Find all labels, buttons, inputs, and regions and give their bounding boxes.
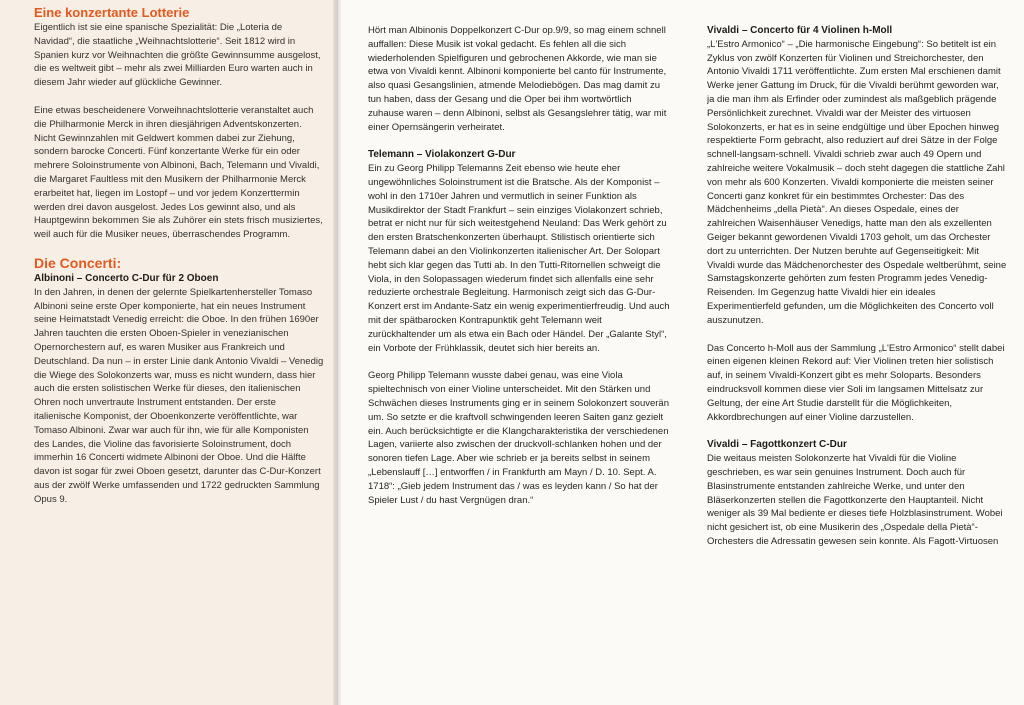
- vivaldi-violins-paragraph-2: Das Concerto h-Moll aus der Sammlung „L'Estro Armonico“ stellt dabei einen eigenen kleinen Rekord auf: Vier Violinen treten hier solistisch auf, in seinem Vivaldi-Konzert gibt es mehr Soloparts. Besonders eindrucksvoll kommen diese vier Soli im langsamen Mittelsatz zur Geltung, der eine Art Studie darstellt für die Möglichkeiten, Akkordbrechungen auf einer Violine darzustellen.: [707, 342, 1005, 423]
- right-page: [338, 0, 1024, 705]
- lottery-paragraph-2: Eine etwas bescheidenere Vorweihnachtslotterie veranstaltet auch die Philharmonie Merck in ihren diesjährigen Adventskonzerten. Nicht Gewinnzahlen mit Geldwert kommen dabei zur Ziehung, sondern barocke Concerti. Fünf konzertante Werke für ein oder mehrere Soloinstrumente von Albinoni, Bach, Telemann und Vivaldi, die Margaret Faultless mit den Musikern der Philharmonie Merck erarbeitet hat, liegen im Lostopf – und vor jedem Konzerttermin werden drei davon ausgelost. Jedes Los gewinnt also, und als Hauptgewinn bekommen Sie als Zuhörer ein stets frisch musiziertes, weil auch für die Musiker neues, überraschendes Programm.: [34, 104, 323, 241]
- spacer: [34, 242, 324, 254]
- telemann-paragraph-2: Georg Philipp Telemann wusste dabei genau, was eine Viola spieltechnisch von einer Violine unterscheidet. Mit den Stärken und Schwächen dieses Instruments ging er in seinem Solokonzert souverän um. So setzte er die kraftvoll schwingenden leeren Saiten ganz gezielt ein. Auch berücksichtigte er die Klangcharakteristika der verschiedenen Lagen, variierte also zwischen der druckvoll-schlanken hohen und der sonoren tiefen Lage. Aber wie schrieb er ja bereits selbst in seinem „Lebenslauff […] entworffen / in Frankfurth am Mayn / D. 10. Sept. A. 1718“: „Gieb jedem Instrument das / was es leyden kann / So hat der Spieler Lust / du hast Vergnügen dran.“: [368, 370, 669, 506]
- right-column: [707, 24, 1007, 549]
- spacer: [707, 328, 1007, 342]
- telemann-title: Telemann – Violakonzert G-Dur: [368, 149, 516, 161]
- spacer: [707, 424, 1007, 438]
- left-page: [0, 0, 338, 705]
- spacer: [368, 355, 670, 369]
- vivaldi-violins-paragraph-1: „L'Estro Armonico“ – „Die harmonische Eingebung“: So betitelt ist ein Zyklus von zwölf Konzerten für Violinen und Streichorchester, den Antonio Vivaldi 1711 veröffentlichte. Zum ersten Mal erschienen damit Werke jener Gattung im Druck, für die Vivaldi berühmt geworden war, ja die man ihm als Erfinder oder zumindest als maßgeblich prägende Persönlichkeit zurechnet. Vivaldi war der Meister des virtuosen Solokonzerts, er hat es in seine endgültige und über Epochen hinweg respektierte Form gebracht, also reduziert auf drei Sätze in der Folge schnell-langsam-schnell. Vivaldi schrieb zwar auch 49 Opern und zahlreiche weitere Vokalmusik – doch steht dagegen die stattliche Zahl von mehr als 600 Konzerten. Vivaldi komponierte die meisten seiner Concerti ganz konkret für ein bestimmtes Orchester: Das des Mädchenheims „della Pietà“. An dieses Ospedale, eines der zahlreichen Waisenhäuser Venedigs, hatte man den als exzellenten Geiger bekannt gewordenen Vivaldi 1703 geholt, um das Orchester dort zu unterrichten. Der Nutzen beruhte auf Gegenseitigkeit: Mit Vivaldi wurde das Mädchenorchester des Ospedale weltberühmt, seine Samstagskonzerte gehörten zum festen Programm jedes Venedig-Reisenden. Im Gegenzug hatte Vivaldi hier ein ideales Experimentierfeld gefunden, um die Möglichkeiten des Concerto voll auszunutzen.: [707, 38, 1007, 326]
- vivaldi-bassoon-title: Vivaldi – Fagottkonzert C-Dur: [707, 439, 847, 451]
- albinoni-paragraph: In den Jahren, in denen der gelernte Spielkartenhersteller Tomaso Albinoni seine erste Oper komponierte, hat ein neues Instrument seine Heimatstadt Venedig erreicht: die Oboe. In den frühen 1690er Jahren tauchten die ersten Oboen-Spieler in venezianischen Opernorchestern auf, es waren Musiker aus Frankreich und Deutschland. Da nun – in erster Linie dank Antonio Vivaldi – Venedig die Wiege des Solokonzerts war, muss es nicht wundern, dass hier auch die ersten solistischen Werke für dieses, den italienischen Ohren noch unvertraute Instrument entstanden. Der erste italienische Komponist, der Oboenkonzerte veröffentlichte, war Tomaso Albinoni. Zwar war auch für ihn, wie für alle Komponisten des Landes, die Violine das favorisierte Soloinstrument, doch immerhin 16 Concerti widmete Albinoni der Oboe. Und die Hälfte davon ist sogar für zwei Oboen gesetzt, darunter das C-Dur-Konzert aus der zwölf Werke umfassenden und 1722 gedruckten Sammlung Opus 9.: [34, 286, 324, 505]
- telemann-paragraph-1: Ein zu Georg Philipp Telemanns Zeit ebenso wie heute eher ungewöhnliches Soloinstrument ist die Bratsche. Als der Komponist – wohl in den 1710er Jahren und vermutlich in seiner Funktion als Musikdirektor der Stadt Frankfurt – sein einziges Violakonzert schrieb, betrat er nicht nur für sich weitestgehend Neuland: Das Werk gehört zu den ersten Bratschenkonzerten überhaupt. Stilistisch orientierte sich Telemann dabei an den Violinkonzerten italienischer Art. Der Solopart hebt sich klar gegen das Tutti ab. In den Tutti-Ritornellen schweigt die Viola, in den Solopassagen wiederum findet sich allenfalls eine sehr reduzierte orchestrale Begleitung. Harmonisch zeigt sich das G-Dur-Konzert erst im Andante-Satz ein wenig experimentierfreudig. Und auch mit der spätbarocken Kontrapunktik geht Telemann weit zurückhaltender um als etwa ein Bach oder Händel. Der „Galante Styl“, ein Vorbote der Frühklassik, deutet sich hier bereits an.: [368, 163, 670, 354]
- albinoni-title: Albinoni – Concerto C-Dur für 2 Oboen: [34, 272, 219, 284]
- vivaldi-violins-title: Vivaldi – Concerto für 4 Violinen h-Moll: [707, 25, 893, 36]
- spacer: [34, 90, 324, 104]
- concerti-heading: Die Concerti:: [34, 254, 122, 271]
- albinoni-paragraph-2: Hört man Albinonis Doppelkonzert C-Dur op.9/9, so mag einem schnell auffallen: Diese Musik ist vokal gedacht. Es fehlen all die sich wiederholenden Spielfiguren und gebrochenen Akkorde, wie man sie etwa von Vivaldi kennt. Albinoni komponierte bel canto für Instrumente, also quasi Gesangslinien, atmende Melodiebögen. Das mag damit zu tun haben, dass der Gesang und die Oper bei ihm wortwörtlich zuhause waren – denn Albinoni, selbst als Gesangslehrer tätig, war mit einer Opernsängerin verheiratet.: [368, 25, 667, 133]
- spacer: [368, 134, 670, 148]
- page-fold: [333, 0, 341, 705]
- vivaldi-bassoon-paragraph: Die weitaus meisten Solokonzerte hat Vivaldi für die Violine geschrieben, es war sein genuines Instrument. Doch auch für Blasinstrumente entstanden zahlreiche Werke, und unter den Bläserkonzerten stellen die Fagottkonzerte den Hauptanteil. Nicht weniger als 39 Mal bediente er dieses tiefe Holzblasinstrument. Wobei nicht gesichert ist, ob eine Musikerin des „Ospedale della Pietà“-Orchesters die Adressatin gewesen sein konnte. Als Fagott-Virtuosen: [707, 453, 1003, 547]
- middle-column: [368, 24, 670, 507]
- lottery-paragraph-1: Eigentlich ist sie eine spanische Spezialität: Die „Loteria de Navidad“, die staatliche „Weihnachtslotterie“. Seit 1812 wird in Spanien kurz vor Weihnachten die größte Gewinnsumme ausgelost, die es weltweit gibt – mehr als zwei Milliarden Euro warten auch in diesem Jahr wieder auf glückliche Gewinner.: [34, 22, 321, 89]
- lottery-heading: Eine konzertante Lotterie: [34, 5, 190, 20]
